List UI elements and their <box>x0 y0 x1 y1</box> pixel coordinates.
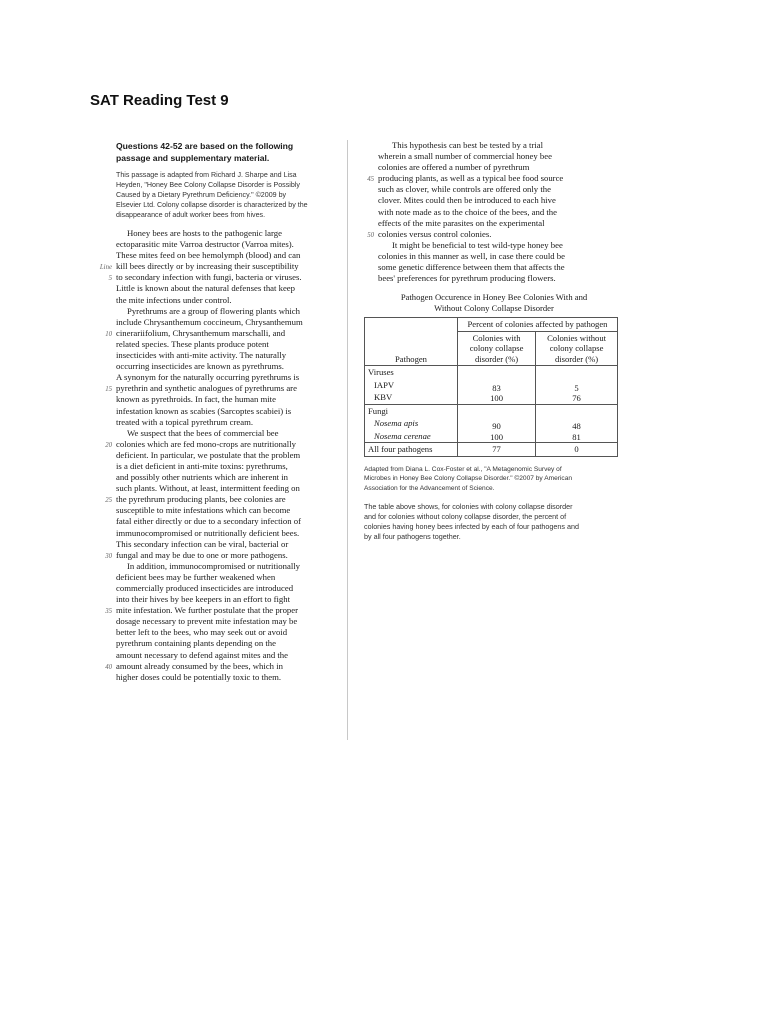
intro-line: disappearance of adult worker bees from hives. <box>116 211 266 219</box>
cell-group <box>536 366 618 405</box>
header-with-ccd: Colonies with colony collapse disorder (%) <box>458 331 536 366</box>
table-source <box>364 465 620 494</box>
table-cell: 76 <box>572 393 581 404</box>
passage-right <box>364 140 620 284</box>
source-line: Association for the Advancement of Science. <box>364 484 495 492</box>
passage-line: effects of the mite parasites on the experimental <box>378 217 545 228</box>
passage-line: 30 fungal and may be due to one or more pathogens. <box>102 550 338 561</box>
passage-line: A synonym for the naturally occurring pyrethrums is <box>116 372 300 383</box>
row-name: Nosema apis <box>365 417 458 430</box>
passage-line: Line kill bees directly or by increasing their susceptibility <box>102 261 338 272</box>
table-cell: 100 <box>490 431 503 442</box>
passage-line: is a diet deficient in anti-mite toxins: pyrethrums, <box>116 460 288 471</box>
line-number: 5 <box>108 275 112 283</box>
table-cell: 81 <box>572 431 581 442</box>
passage-line: better left to the bees, who may seek out or avoid <box>116 627 288 638</box>
intro-line: Elsevier Ltd. Colony collapse disorder is characterized by the <box>116 201 308 209</box>
right-column <box>364 140 620 542</box>
passage-line: amount necessary to defend against mites and the <box>116 649 289 660</box>
passage-line: known as pyrethroids. In fact, the human mite <box>116 394 276 405</box>
passage-line: 10 cinerariifolium, Chrysanthemum marschalli, and <box>102 328 338 339</box>
passage-line: 50 colonies versus control colonies. <box>364 229 620 240</box>
passage-line: We suspect that the bees of commercial bee <box>127 427 279 438</box>
pathogen-table <box>364 317 618 457</box>
row-name: Nosema cerenae <box>365 430 458 443</box>
passage-line: into their hives by bee keepers in an effort to fight <box>116 594 291 605</box>
table-cell: 77 <box>458 443 536 457</box>
table-group-row <box>365 404 618 417</box>
passage-line: It might be beneficial to test wild-type honey bee <box>392 239 563 250</box>
table-group-row <box>365 366 618 379</box>
header-group: Percent of colonies affected by pathogen <box>458 318 618 332</box>
passage-line: In addition, immunocompromised or nutritionally <box>127 560 301 571</box>
caption-line: colonies having honey bees infected by each of four pathogens and <box>364 522 579 532</box>
passage-line: the mite infections under control. <box>116 294 232 305</box>
line-number: 35 <box>105 608 112 616</box>
passage-line: Little is known about the natural defenses that keep <box>116 283 296 294</box>
line-number: 10 <box>105 330 112 338</box>
source-line: Microbes in Honey Bee Colony Collapse Disorder." ©2007 by American <box>364 475 573 483</box>
passage-line: clover. Mites could then be introduced to each hive <box>378 195 556 206</box>
table-title-line: Pathogen Occurence in Honey Bee Colonies With and <box>400 292 588 303</box>
passage-line: occurring insecticides are known as pyrethrums. <box>116 361 284 372</box>
questions-header <box>102 140 338 164</box>
intro-line: Caused by a Dietary Pyrethrum Deficiency." ©2009 by <box>116 191 287 199</box>
line-number: 45 <box>367 176 374 184</box>
line-number: 30 <box>105 552 112 560</box>
table-caption <box>364 502 620 542</box>
passage-line: This secondary infection can be viral, bacterial or <box>116 538 289 549</box>
passage-line: infestation known as scabies (Sarcoptes scabiei) is <box>116 405 292 416</box>
cell-group <box>458 366 536 405</box>
questions-header-line: Questions 42-52 are based on the following <box>116 141 294 151</box>
passage-line: such as clover, while controls are offered only the <box>378 184 551 195</box>
passage-line: 25 the pyrethrum producing plants, bee colonies are <box>102 494 338 505</box>
passage-line: 35 mite infestation. We further postulate that the proper <box>102 605 338 616</box>
passage-line: with note made as to the choice of the bees, and the <box>378 206 557 217</box>
table-row <box>365 443 618 457</box>
header-without-ccd: Colonies without colony collapse disorder (%) <box>536 331 618 366</box>
row-name: IAPV <box>365 379 458 392</box>
passage-line: 5 to secondary infection with fungi, bacteria or viruses. <box>102 272 338 283</box>
passage-line: insecticides with anti-mite activity. The naturally <box>116 350 287 361</box>
passage-line: immunocompromised or nutritionally deficient bees. <box>116 527 300 538</box>
line-number: 50 <box>367 231 374 239</box>
passage-line: colonies are offered a number of pyrethrum <box>378 162 530 173</box>
passage-line: commercially produced insecticides are introduced <box>116 583 294 593</box>
passage-line: higher doses could be potentially toxic to them. <box>116 671 282 682</box>
table-title <box>364 292 620 314</box>
column-divider <box>347 140 348 740</box>
group-viruses: Viruses <box>365 366 458 379</box>
passage-line: related species. These plants produce potent <box>116 338 269 349</box>
passage-line: colonies in this manner as well, in case there could be <box>378 250 565 261</box>
passage-line: deficient. In particular, we postulate that the problem <box>116 449 301 460</box>
passage-line: ectoparasitic mite Varroa destructor (Varroa mites). <box>116 239 294 250</box>
intro-line: Heyden, "Honey Bee Colony Collapse Disorder is Possibly <box>116 181 300 189</box>
passage-line: pyrethrum containing plants depending on the <box>116 638 276 649</box>
passage-line: fatal either directly or due to a secondary infection of <box>116 516 302 527</box>
passage-line: treated with a topical pyrethrum cream. <box>116 416 254 427</box>
left-column <box>99 140 338 683</box>
passage-left <box>99 228 338 683</box>
passage-line: 20 colonies which are fed mono-crops are nutritionally <box>102 439 338 450</box>
passage-line: include Chrysanthemum coccineum, Chrysanthemum <box>116 316 303 327</box>
table-cell: 100 <box>490 393 503 404</box>
caption-line: by all four pathogens together. <box>364 532 461 542</box>
passage-line: susceptible to mite infestations which can become <box>116 505 291 516</box>
passage-line: some genetic difference between them that affects the <box>378 262 565 273</box>
source-line: Adapted from Diana L. Cox-Foster et al., "A Metagenomic Survey of <box>364 465 562 473</box>
header-pathogen: Pathogen <box>365 318 458 366</box>
passage-line: and possibly other nutrients which are inherent in <box>116 472 289 483</box>
passage-line: deficient bees may be further weakened when <box>116 571 276 582</box>
line-number: 15 <box>105 386 112 394</box>
passage-line: Honey bees are hosts to the pathogenic large <box>127 228 282 238</box>
cell-group <box>536 404 618 443</box>
row-name: KBV <box>365 391 458 404</box>
caption-line: The table above shows, for colonies with colony collapse disorder <box>364 502 573 512</box>
table-cell: 5 <box>574 382 579 393</box>
passage-line: This hypothesis can best be tested by a trial <box>392 140 544 150</box>
passage-line: wherein a small number of commercial honey bee <box>378 151 552 162</box>
passage-line: These mites feed on bee hemolymph (blood) and can <box>116 250 301 261</box>
row-name: All four pathogens <box>365 443 458 457</box>
table-cell: 90 <box>492 421 501 432</box>
table-cell: 48 <box>572 421 581 432</box>
group-fungi: Fungi <box>365 404 458 417</box>
line-number: 25 <box>105 497 112 505</box>
passage-line: 40 amount already consumed by the bees, which in <box>102 661 338 672</box>
line-label: Line <box>99 264 112 272</box>
intro-line: This passage is adapted from Richard J. Sharpe and Lisa <box>116 171 297 179</box>
questions-header-line: passage and supplementary material. <box>116 153 270 163</box>
passage-line: bees' preferences for pyrethrum producing flowers. <box>378 273 556 284</box>
table-cell: 0 <box>536 443 618 457</box>
passage-line: dosage necessary to prevent mite infestation may be <box>116 616 298 627</box>
passage-line: such plants. Without, at least, intermittent feeding on <box>116 483 300 494</box>
caption-line: and for colonies without colony collapse disorder, the percent of <box>364 512 567 522</box>
page-title: SAT Reading Test 9 <box>90 92 229 109</box>
table-header-row <box>365 318 618 332</box>
line-number: 40 <box>105 663 112 671</box>
passage-line: 45 producing plants, as well as a typical bee food source <box>364 173 620 184</box>
table-cell: 83 <box>492 382 501 393</box>
line-number: 20 <box>105 441 112 449</box>
passage-line: 15 pyrethrin and synthetic analogues of pyrethrums are <box>102 383 338 394</box>
table-title-line: Without Colony Collapse Disorder <box>434 303 554 314</box>
passage-line: Pyrethrums are a group of flowering plants which <box>127 305 300 316</box>
cell-group <box>458 404 536 443</box>
passage-intro <box>102 170 338 220</box>
